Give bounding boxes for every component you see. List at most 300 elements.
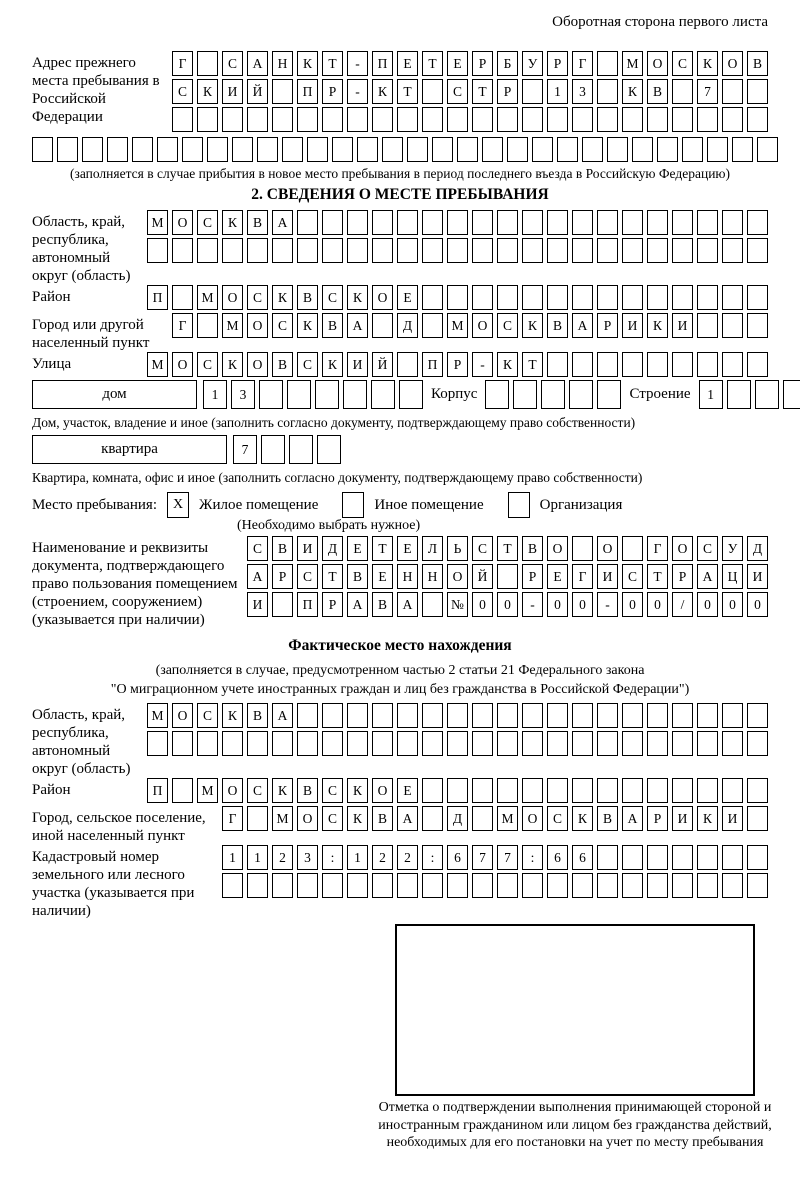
char-box (622, 352, 643, 377)
korpus-cells (485, 380, 625, 409)
char-box: О (172, 703, 193, 728)
char-box: О (647, 51, 668, 76)
char-box (547, 778, 568, 803)
char-box: Р (647, 806, 668, 831)
char-box: К (572, 806, 593, 831)
char-box: П (372, 51, 393, 76)
char-box: Т (647, 564, 668, 589)
char-box: В (597, 806, 618, 831)
char-box: И (347, 352, 368, 377)
char-box (597, 238, 618, 263)
cadastral-block (32, 845, 768, 920)
char-box: 1 (347, 845, 368, 870)
char-box (447, 107, 468, 132)
char-box (632, 137, 653, 162)
char-box: К (322, 352, 343, 377)
char-box: И (247, 592, 268, 617)
prev-address-row-3 (172, 107, 772, 132)
char-box (315, 380, 339, 409)
house-note: Дом, участок, владение и иное (заполнить согласно документу, подтверждающему право собственности) (32, 415, 636, 430)
char-box: Е (372, 564, 393, 589)
char-box (597, 380, 621, 409)
char-box (707, 137, 728, 162)
char-box (682, 137, 703, 162)
house-row (32, 380, 768, 412)
char-box: 2 (272, 845, 293, 870)
char-box: 2 (372, 845, 393, 870)
char-box: В (547, 313, 568, 338)
prev-address-note: (заполняется в случае прибытия в новое место пребывания в период последнего въезда в Российскую Федерацию) (69, 166, 731, 181)
char-box (57, 137, 78, 162)
char-box (485, 380, 509, 409)
char-box: М (147, 352, 168, 377)
char-box (197, 313, 218, 338)
char-box (107, 137, 128, 162)
char-box: И (297, 536, 318, 561)
char-box: Й (372, 352, 393, 377)
char-box (307, 137, 328, 162)
char-box: Ц (722, 564, 743, 589)
stamp-box (395, 924, 755, 1096)
char-box (447, 238, 468, 263)
city-block (32, 313, 768, 352)
char-box (747, 352, 768, 377)
apartment-row (32, 435, 768, 467)
char-box: О (172, 210, 193, 235)
char-box (747, 806, 768, 831)
apartment-note: Квартира, комната, офис и иное (заполнить согласно документу, подтверждающему право собственности) (32, 470, 643, 485)
char-box (297, 238, 318, 263)
char-box (522, 210, 543, 235)
char-box: Т (422, 51, 443, 76)
char-box: И (672, 313, 693, 338)
char-box (297, 703, 318, 728)
char-box: С (222, 51, 243, 76)
char-box (722, 703, 743, 728)
char-box (622, 238, 643, 263)
char-box (272, 238, 293, 263)
char-box: С (547, 806, 568, 831)
char-box (541, 380, 565, 409)
char-box (322, 873, 343, 898)
char-box (697, 703, 718, 728)
char-box (472, 731, 493, 756)
char-box: И (722, 806, 743, 831)
char-box (497, 285, 518, 310)
house-field-label: дом (32, 380, 197, 409)
char-box (672, 107, 693, 132)
char-box (622, 210, 643, 235)
char-box: О (372, 285, 393, 310)
char-box (147, 731, 168, 756)
char-box (597, 778, 618, 803)
char-box (672, 79, 693, 104)
char-box (572, 536, 593, 561)
char-box (522, 238, 543, 263)
street-label: Улица (32, 356, 72, 372)
char-box: 1 (547, 79, 568, 104)
actual-city-label: Город, сельское поселение, иной населенный пункт (32, 810, 206, 844)
prev-address-label: Адрес прежнего места пребывания в Российской Федерации (32, 55, 160, 125)
char-box: У (722, 536, 743, 561)
char-box (372, 703, 393, 728)
char-box (622, 285, 643, 310)
char-box (422, 703, 443, 728)
char-box (332, 137, 353, 162)
char-box (422, 107, 443, 132)
char-box: С (447, 79, 468, 104)
char-box (172, 778, 193, 803)
char-box: Ь (447, 536, 468, 561)
char-box (197, 51, 218, 76)
char-box (697, 107, 718, 132)
char-box: К (347, 806, 368, 831)
char-box (207, 137, 228, 162)
char-box: В (272, 536, 293, 561)
char-box: С (297, 564, 318, 589)
char-box (722, 845, 743, 870)
stamp-note: Отметка о подтверждении выполнения принимающей стороной и иностранным гражданином или лицом без гражданства действий, необходимых для его постановки на учет по месту пребывания (378, 1100, 772, 1150)
char-box: С (497, 313, 518, 338)
char-box: Е (397, 285, 418, 310)
section2-title: 2. СВЕДЕНИЯ О МЕСТЕ ПРЕБЫВАНИЯ (251, 186, 549, 203)
char-box (457, 137, 478, 162)
char-box (522, 703, 543, 728)
char-box (397, 873, 418, 898)
char-box: О (297, 806, 318, 831)
char-box (397, 352, 418, 377)
char-box (472, 703, 493, 728)
other-premises-checkbox[interactable] (342, 492, 364, 518)
char-box: П (422, 352, 443, 377)
apartment-cells (233, 435, 345, 464)
char-box: Е (397, 778, 418, 803)
char-box (482, 137, 503, 162)
char-box (572, 285, 593, 310)
char-box: 0 (472, 592, 493, 617)
char-box (657, 137, 678, 162)
char-box (197, 731, 218, 756)
char-box (497, 107, 518, 132)
char-box (297, 210, 318, 235)
char-box (322, 107, 343, 132)
char-box (582, 137, 603, 162)
char-box (422, 806, 443, 831)
char-box: К (297, 313, 318, 338)
char-box: О (547, 536, 568, 561)
house-number-cells (203, 380, 427, 409)
char-box (547, 238, 568, 263)
char-box: М (622, 51, 643, 76)
char-box: 0 (697, 592, 718, 617)
char-box (472, 210, 493, 235)
char-box: В (322, 313, 343, 338)
document-row-1 (247, 536, 772, 561)
char-box (672, 285, 693, 310)
organization-checkbox[interactable] (508, 492, 530, 518)
char-box: Т (522, 352, 543, 377)
char-box (597, 107, 618, 132)
char-box: Т (322, 51, 343, 76)
char-box: Р (522, 564, 543, 589)
char-box (472, 285, 493, 310)
char-box: Д (322, 536, 343, 561)
char-box (347, 873, 368, 898)
char-box (747, 703, 768, 728)
char-box: К (697, 51, 718, 76)
char-box: С (172, 79, 193, 104)
char-box: С (247, 285, 268, 310)
char-box: О (172, 352, 193, 377)
char-box: С (322, 806, 343, 831)
char-box: Б (497, 51, 518, 76)
char-box (357, 137, 378, 162)
char-box: Е (397, 536, 418, 561)
char-box (572, 238, 593, 263)
char-box: К (347, 285, 368, 310)
residential-checkbox[interactable]: X (167, 492, 189, 518)
char-box (572, 352, 593, 377)
char-box: Е (397, 51, 418, 76)
char-box (182, 137, 203, 162)
char-box (572, 873, 593, 898)
char-box: В (247, 703, 268, 728)
char-box (497, 210, 518, 235)
char-box: В (647, 79, 668, 104)
char-box (672, 731, 693, 756)
char-box (447, 731, 468, 756)
char-box (647, 731, 668, 756)
region-row-1 (147, 210, 772, 235)
char-box (397, 210, 418, 235)
char-box: А (347, 592, 368, 617)
char-box (569, 380, 593, 409)
char-box (447, 778, 468, 803)
char-box: 7 (497, 845, 518, 870)
char-box (272, 731, 293, 756)
char-box (647, 873, 668, 898)
char-box: С (322, 778, 343, 803)
page-side-note: Оборотная сторона первого листа (552, 14, 768, 30)
char-box: А (397, 806, 418, 831)
char-box: А (247, 564, 268, 589)
other-premises-option-label: Иное помещение (374, 496, 484, 513)
char-box: А (247, 51, 268, 76)
char-box: Т (497, 536, 518, 561)
char-box: 3 (297, 845, 318, 870)
char-box: С (622, 564, 643, 589)
char-box (397, 107, 418, 132)
char-box: Д (447, 806, 468, 831)
char-box: Е (447, 51, 468, 76)
char-box (247, 873, 268, 898)
char-box (272, 79, 293, 104)
char-box: О (522, 806, 543, 831)
char-box (522, 873, 543, 898)
char-box: С (322, 285, 343, 310)
document-row-3 (247, 592, 772, 617)
char-box (497, 778, 518, 803)
char-box (147, 238, 168, 263)
char-box: Р (597, 313, 618, 338)
char-box: Г (647, 536, 668, 561)
char-box (222, 873, 243, 898)
char-box (157, 137, 178, 162)
korpus-label: Корпус (431, 386, 478, 402)
char-box (597, 873, 618, 898)
char-box (407, 137, 428, 162)
char-box: М (447, 313, 468, 338)
char-box (647, 352, 668, 377)
char-box (747, 285, 768, 310)
char-box: О (222, 778, 243, 803)
char-box (372, 313, 393, 338)
char-box (722, 731, 743, 756)
char-box (597, 845, 618, 870)
char-box: 0 (647, 592, 668, 617)
char-box (222, 107, 243, 132)
char-box: В (247, 210, 268, 235)
char-box (757, 137, 778, 162)
residential-option-label: Жилое помещение (199, 496, 319, 513)
actual-city-row (222, 806, 772, 831)
char-box: М (272, 806, 293, 831)
char-box (172, 285, 193, 310)
prev-address-block (32, 51, 768, 135)
char-box: 1 (699, 380, 723, 409)
char-box (597, 79, 618, 104)
char-box (622, 845, 643, 870)
char-box (722, 313, 743, 338)
prev-address-row-1 (172, 51, 772, 76)
char-box (422, 79, 443, 104)
char-box (597, 285, 618, 310)
char-box (572, 210, 593, 235)
char-box: В (297, 285, 318, 310)
char-box (247, 238, 268, 263)
char-box (513, 380, 537, 409)
street-block (32, 352, 768, 380)
actual-region-block (32, 703, 768, 778)
char-box (372, 873, 393, 898)
char-box (497, 564, 518, 589)
char-box: К (197, 79, 218, 104)
actual-region-row-1 (147, 703, 772, 728)
char-box (507, 137, 528, 162)
char-box: Д (747, 536, 768, 561)
char-box (172, 731, 193, 756)
char-box (432, 137, 453, 162)
char-box: Т (372, 536, 393, 561)
char-box (222, 731, 243, 756)
char-box (422, 873, 443, 898)
char-box (697, 313, 718, 338)
char-box (697, 731, 718, 756)
char-box: А (622, 806, 643, 831)
char-box: С (197, 703, 218, 728)
document-row-2 (247, 564, 772, 589)
char-box: Р (447, 352, 468, 377)
char-box (647, 107, 668, 132)
char-box: - (347, 51, 368, 76)
char-box (347, 703, 368, 728)
char-box: : (522, 845, 543, 870)
char-box (747, 79, 768, 104)
char-box: 6 (547, 845, 568, 870)
char-box: - (522, 592, 543, 617)
char-box: - (472, 352, 493, 377)
char-box: К (622, 79, 643, 104)
char-box (497, 238, 518, 263)
char-box (607, 137, 628, 162)
char-box (622, 107, 643, 132)
char-box (547, 873, 568, 898)
char-box: Л (422, 536, 443, 561)
char-box: 2 (397, 845, 418, 870)
char-box: С (472, 536, 493, 561)
char-box: Й (247, 79, 268, 104)
char-box (172, 238, 193, 263)
char-box: А (397, 592, 418, 617)
actual-region-row-2 (147, 731, 772, 756)
char-box: Г (172, 313, 193, 338)
char-box (261, 435, 285, 464)
char-box (647, 845, 668, 870)
char-box (547, 285, 568, 310)
char-box (247, 731, 268, 756)
char-box: С (197, 352, 218, 377)
char-box: 0 (722, 592, 743, 617)
char-box (222, 238, 243, 263)
char-box (472, 873, 493, 898)
char-box: 0 (497, 592, 518, 617)
char-box (747, 845, 768, 870)
char-box (472, 238, 493, 263)
region-row-2 (147, 238, 772, 263)
char-box (647, 238, 668, 263)
char-box: Д (397, 313, 418, 338)
char-box (722, 778, 743, 803)
char-box: А (272, 210, 293, 235)
char-box (272, 592, 293, 617)
char-box: 1 (203, 380, 227, 409)
char-box (597, 703, 618, 728)
char-box: - (597, 592, 618, 617)
char-box (572, 703, 593, 728)
char-box: М (497, 806, 518, 831)
char-box (732, 137, 753, 162)
stroenie-label: Строение (629, 386, 691, 402)
char-box (722, 210, 743, 235)
char-box (372, 210, 393, 235)
char-box: Г (172, 51, 193, 76)
char-box (347, 731, 368, 756)
char-box (672, 845, 693, 870)
char-box: Н (272, 51, 293, 76)
char-box (647, 778, 668, 803)
char-box (622, 703, 643, 728)
char-box (672, 873, 693, 898)
char-box (547, 352, 568, 377)
char-box: Н (397, 564, 418, 589)
char-box: В (297, 778, 318, 803)
cadastral-row-2 (222, 873, 772, 898)
char-box (755, 380, 779, 409)
char-box (547, 703, 568, 728)
char-box (722, 107, 743, 132)
char-box (597, 210, 618, 235)
char-box (371, 380, 395, 409)
